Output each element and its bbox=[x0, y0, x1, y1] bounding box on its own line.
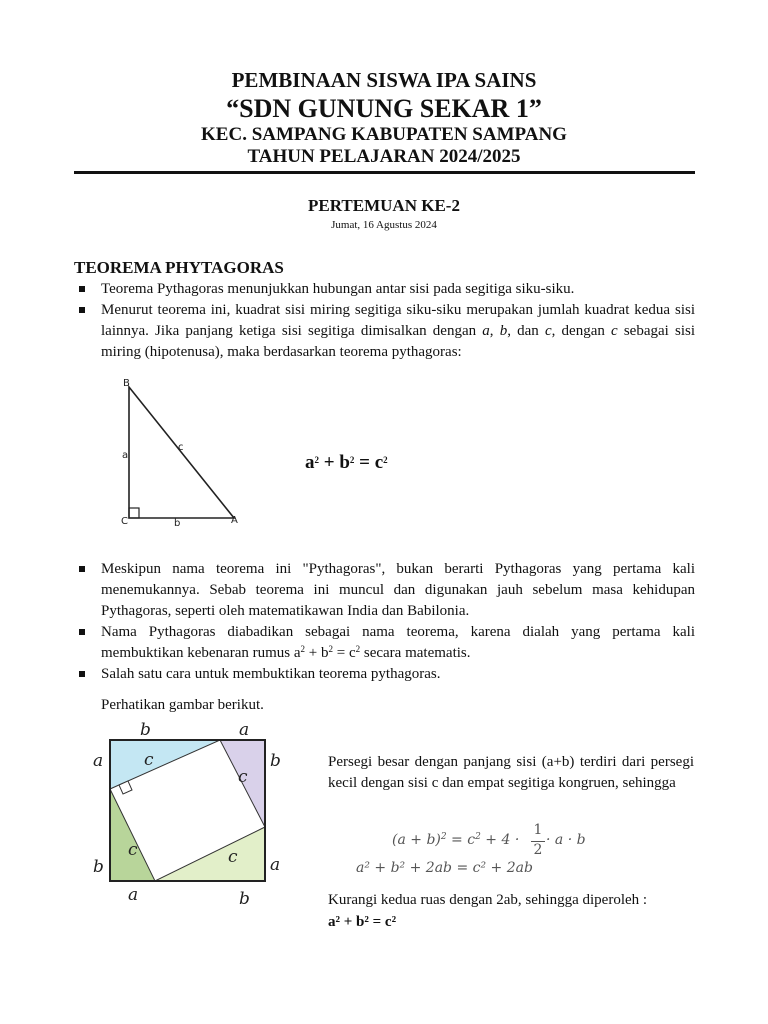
side-label-c: c bbox=[178, 442, 184, 453]
bullet-text-2: Menurut teorema ini, kuadrat sisi miring segitiga siku-siku merupakan jumlah kuadrat kedua sisi lainnya. Jika panjang ketiga sisi segitiga dimisalkan dengan a, b, dan c, dengan c sebagai sisi miring (hipotenusa), maka berdasarkan teorema pythagoras: bbox=[101, 302, 695, 360]
header-line3: KEC. SAMPANG KABUPATEN SAMPANG bbox=[201, 124, 567, 145]
equation-1: $(a + b)^2 = c^2 + 4$ · 1 2 · a · b bbox=[392, 822, 586, 858]
vertex-label-b: B bbox=[123, 378, 130, 389]
label-c-left: c bbox=[128, 840, 138, 860]
proof-result: a² + b² = c² bbox=[328, 914, 397, 930]
header-divider bbox=[74, 171, 695, 174]
bullet-marker bbox=[79, 286, 85, 292]
section-title: TEOREMA PHYTAGORAS bbox=[74, 258, 284, 277]
bullet-text-3: Meskipun nama teorema ini "Pythagoras", bukan berarti Pythagoras yang pertama kali menemukannya. Sebab teorema ini muncul dan digunakan jauh sebelum masa kehidupan Pythagoras, seperti oleh matematikawan India dan Babilonia. bbox=[101, 561, 695, 619]
label-c-right: c bbox=[238, 767, 248, 787]
label-left-b: b bbox=[93, 857, 104, 877]
header-line4: TAHUN PELAJARAN 2024/2025 bbox=[247, 146, 521, 167]
label-top-a: a bbox=[239, 720, 250, 740]
proof-text-2: Kurangi kedua ruas dengan 2ab, sehingga diperoleh : bbox=[328, 892, 648, 908]
bullet-marker bbox=[79, 566, 85, 572]
label-left-a: a bbox=[93, 751, 104, 771]
side-label-b: b bbox=[174, 518, 181, 529]
label-c-bottom: c bbox=[228, 847, 238, 867]
square-proof-figure bbox=[85, 718, 295, 910]
vertex-label-c: C bbox=[121, 516, 128, 527]
fraction-numerator: 1 bbox=[533, 822, 543, 838]
side-label-a: a bbox=[122, 450, 129, 461]
bullet-text-4: Nama Pythagoras diabadikan sebagai nama teorema, karena dialah yang pertama kali membuktikan kebenaran rumus $a^2 + b^2 = c^2$ secara matematis. bbox=[101, 624, 695, 661]
label-c-top: c bbox=[144, 750, 154, 770]
header-line1: PEMBINAAN SISWA IPA SAINS bbox=[231, 68, 537, 92]
bullet-text-1: Teorema Pythagoras menunjukkan hubungan antar sisi pada segitiga siku-siku. bbox=[101, 281, 575, 297]
label-right-a: a bbox=[270, 855, 281, 875]
fraction-denominator: 2 bbox=[533, 842, 543, 858]
bullet-marker bbox=[79, 629, 85, 635]
bullet-marker bbox=[79, 671, 85, 677]
vertex-label-a: A bbox=[231, 515, 238, 526]
meeting-title: PERTEMUAN KE-2 bbox=[308, 196, 460, 215]
perhatikan-text: Perhatikan gambar berikut. bbox=[101, 697, 264, 713]
meeting-date: Jumat, 16 Agustus 2024 bbox=[331, 219, 437, 231]
label-bottom-b: b bbox=[239, 889, 250, 909]
proof-text-1: Persegi besar dengan panjang sisi (a+b) terdiri dari persegi kecil dengan sisi c dan empat segitiga kongruen, sehingga bbox=[328, 754, 694, 791]
header-school-name: “SDN GUNUNG SEKAR 1” bbox=[226, 94, 542, 123]
bullet-text-5: Salah satu cara untuk membuktikan teorema pythagoras. bbox=[101, 666, 441, 682]
bullet-marker bbox=[79, 307, 85, 313]
label-bottom-a: a bbox=[128, 885, 139, 905]
label-right-b: b bbox=[270, 751, 281, 771]
label-top-b: b bbox=[140, 720, 151, 740]
right-triangle-figure bbox=[112, 374, 247, 530]
equation-2: a² + b² + 2ab = c² + 2ab bbox=[356, 860, 533, 876]
pythagoras-formula: $a^2 + b^2 = c^2$ bbox=[305, 452, 388, 473]
